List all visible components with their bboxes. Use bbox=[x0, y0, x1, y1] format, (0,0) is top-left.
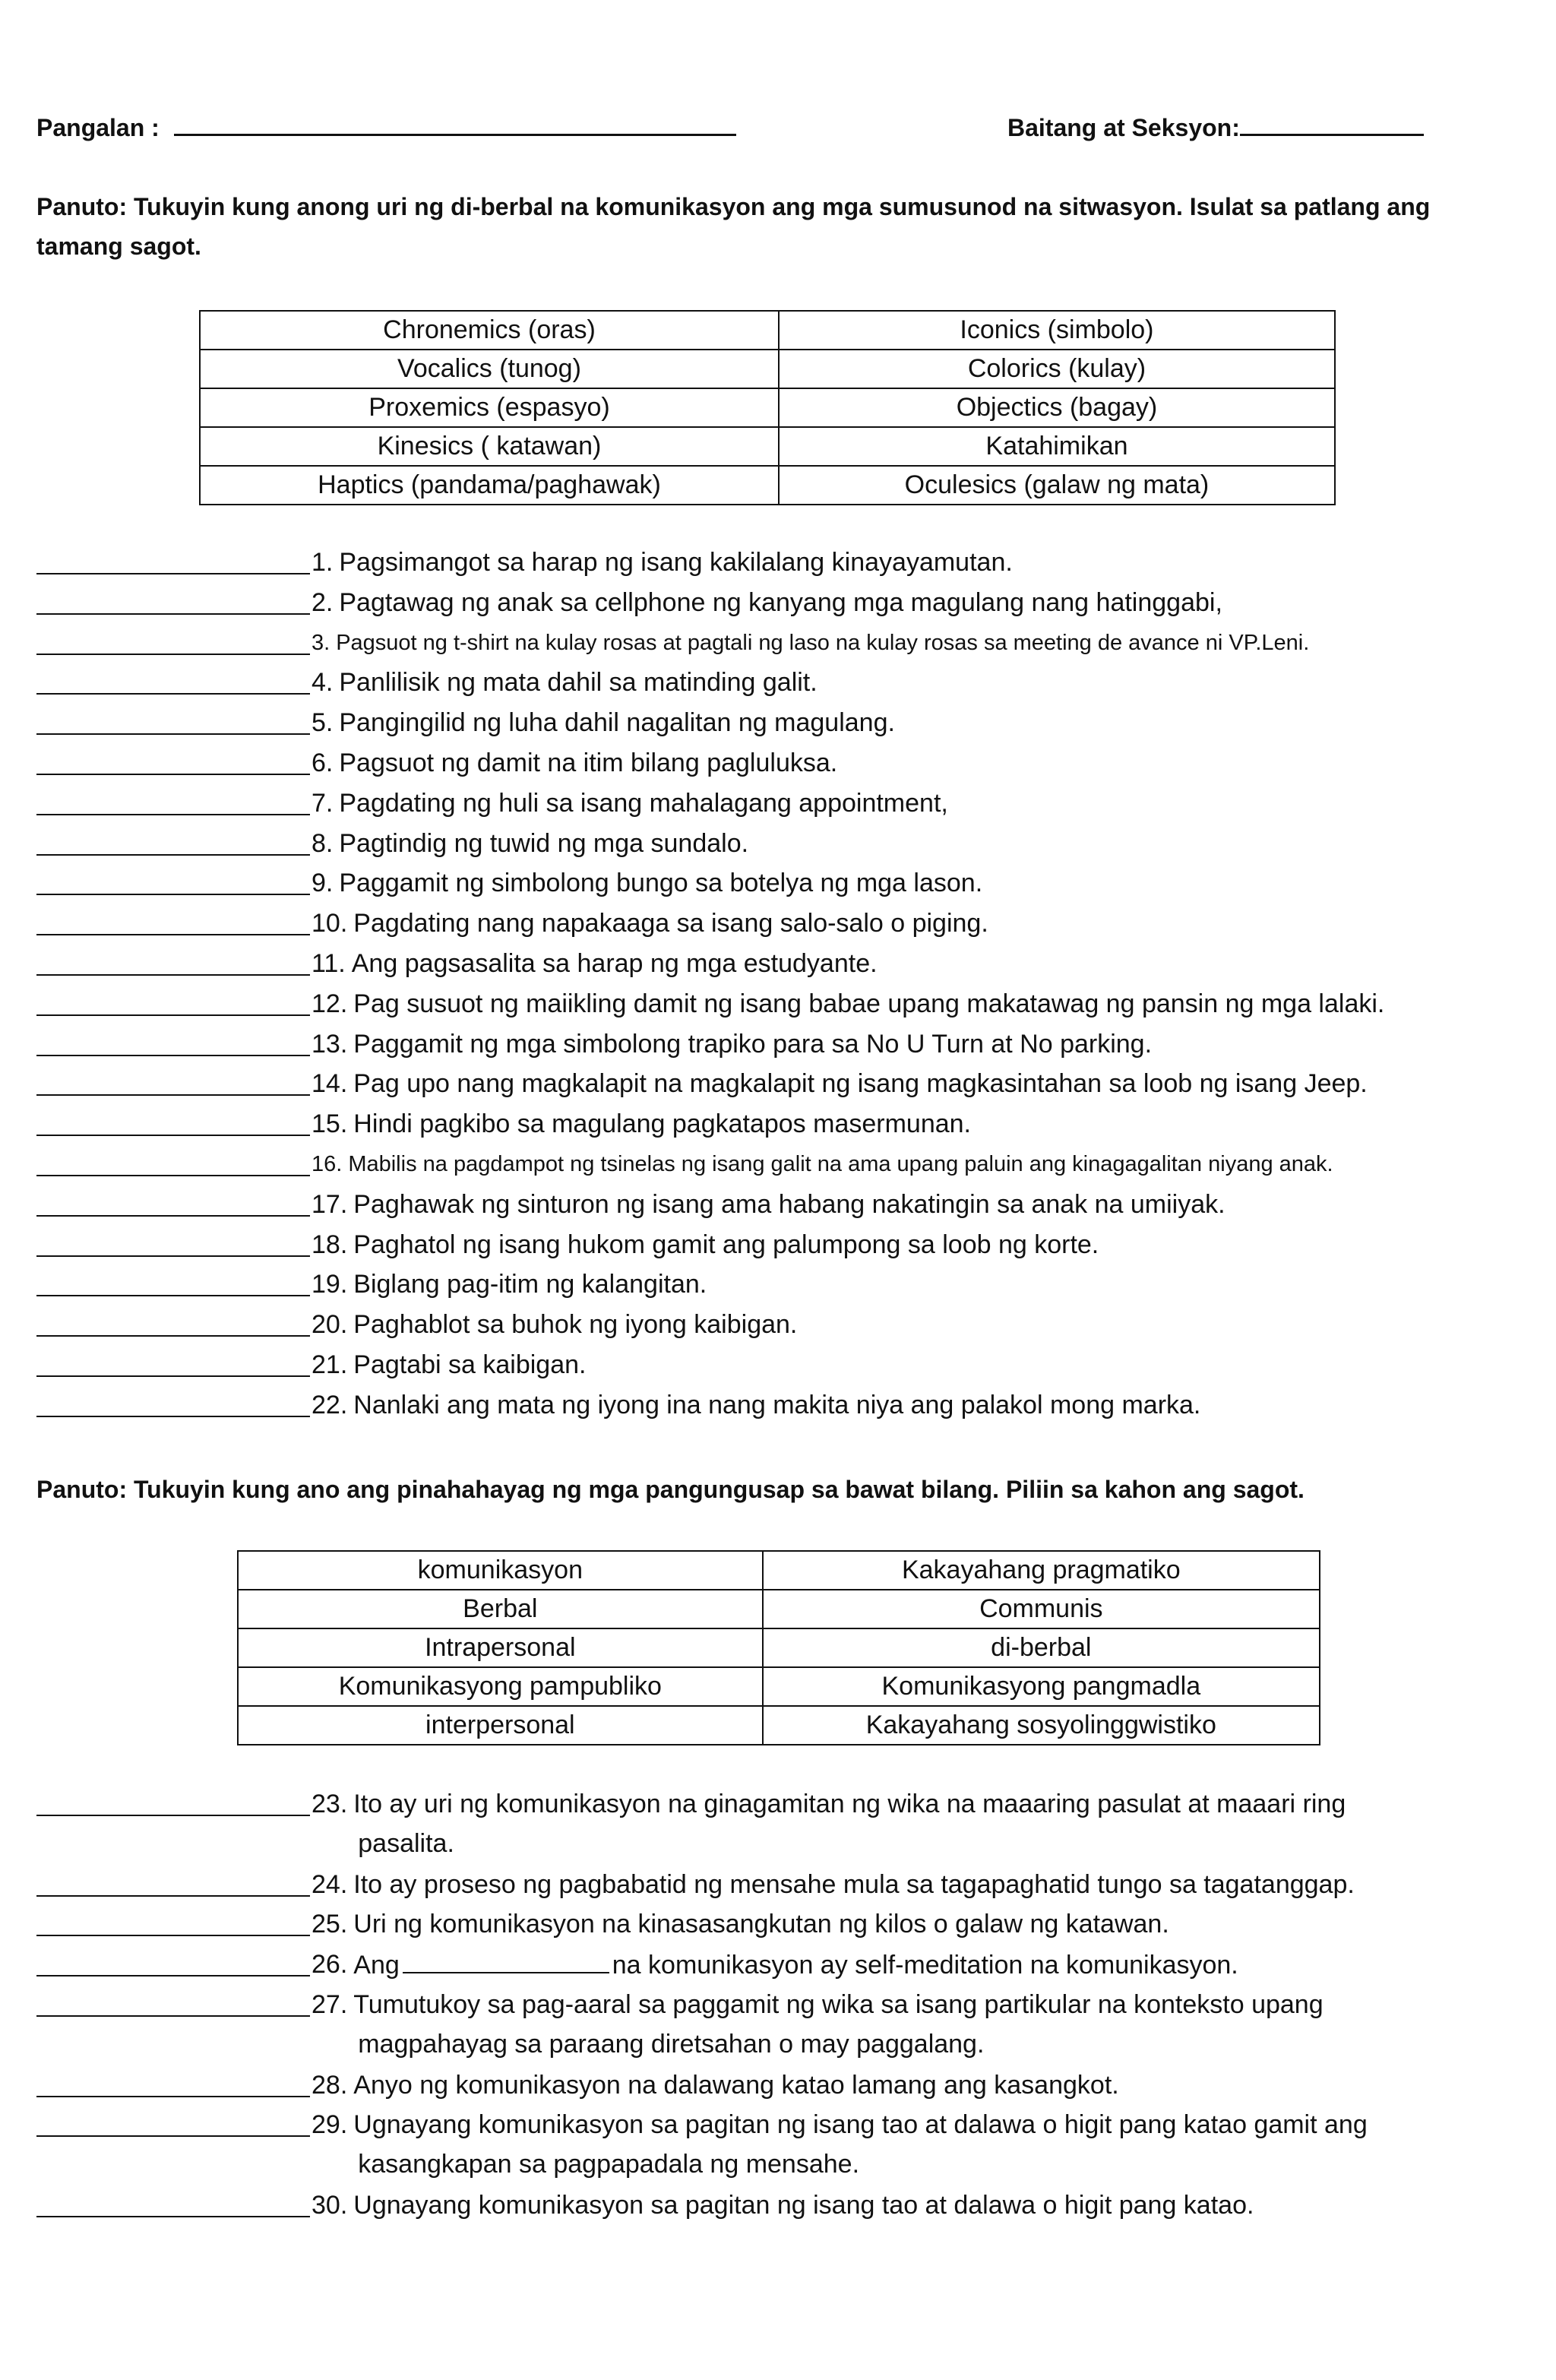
question-text: Tumutukoy sa pag-aaral sa paggamit ng wika sa isang partikular na konteksto upang bbox=[353, 1989, 1324, 2019]
question-item bbox=[36, 1064, 1526, 1104]
answer-blank[interactable] bbox=[36, 1865, 310, 1897]
answer-blank[interactable] bbox=[36, 623, 310, 655]
question-number: 9. bbox=[312, 869, 334, 898]
answer-blank[interactable] bbox=[36, 1985, 310, 2017]
answer-blank[interactable] bbox=[36, 1064, 310, 1096]
question-text: Pagtawag ng anak sa cellphone ng kanyang mga magulang nang hatinggabi, bbox=[339, 587, 1222, 617]
question-item bbox=[36, 543, 1526, 583]
question-number: 4. bbox=[312, 668, 334, 698]
question-text-wrap bbox=[353, 1185, 1225, 1224]
question-number: 19. bbox=[312, 1270, 348, 1299]
grade-section-field bbox=[1007, 111, 1424, 142]
question-item bbox=[36, 1104, 1526, 1144]
answer-blank[interactable] bbox=[36, 1024, 310, 1056]
question-text-wrap bbox=[353, 904, 988, 943]
question-number: 28. bbox=[312, 2070, 348, 2100]
choice-cell: Objectics (bagay) bbox=[779, 388, 1335, 427]
question-item bbox=[36, 1904, 1526, 1945]
question-number: 5. bbox=[312, 708, 334, 738]
question-number: 13. bbox=[312, 1029, 348, 1059]
question-item bbox=[36, 1865, 1526, 1905]
question-number: 1. bbox=[312, 548, 334, 577]
answer-blank[interactable] bbox=[36, 1305, 310, 1337]
question-text: Paghawak ng sinturon ng isang ama habang nakatingin sa anak na umiiyak. bbox=[353, 1189, 1226, 1219]
question-text: Pag susuot ng maiikling damit ng isang babae upang makatawag ng pansin ng mga lalaki. bbox=[353, 989, 1385, 1018]
choice-cell: Kinesics ( katawan) bbox=[200, 427, 779, 466]
question-item bbox=[36, 1985, 1526, 2065]
question-item bbox=[36, 1264, 1526, 1305]
question-item bbox=[36, 1305, 1526, 1345]
part2-choices-table bbox=[237, 1550, 1320, 1745]
choice-cell: Communis bbox=[763, 1590, 1320, 1628]
question-text-after: na komunikasyon ay self-meditation na komunikasyon. bbox=[612, 1951, 1238, 1980]
part2-instruction: Panuto: Tukuyin kung ano ang pinahahayag ng mga pangungusap sa bawat bilang. Piliin sa kahon ang sagot. bbox=[36, 1476, 1305, 1503]
question-text: Ito ay uri ng komunikasyon na ginagamitan ng wika na maaaring pasulat at maaari ring bbox=[353, 1790, 1346, 1818]
choices-row bbox=[200, 427, 1335, 466]
question-text-wrap bbox=[348, 1144, 1333, 1184]
choice-cell: di-berbal bbox=[763, 1628, 1320, 1667]
question-item bbox=[36, 1784, 1526, 1865]
choices-row bbox=[238, 1628, 1320, 1667]
question-text-wrap bbox=[353, 1945, 1238, 1985]
question-item bbox=[36, 1225, 1526, 1265]
question-item bbox=[36, 1945, 1526, 1985]
question-text: Pagtindig ng tuwid ng mga sundalo. bbox=[339, 828, 749, 858]
name-blank[interactable] bbox=[174, 111, 736, 136]
answer-blank[interactable] bbox=[36, 543, 310, 574]
question-text: Paggamit ng simbolong bungo sa botelya ng mga lason. bbox=[339, 869, 983, 898]
question-number: 6. bbox=[312, 748, 334, 777]
question-text-wrap bbox=[353, 1024, 1152, 1064]
question-text-wrap bbox=[339, 583, 1222, 622]
question-text: Nanlaki ang mata ng iyong ina nang makita niya ang palakol mong marka. bbox=[353, 1390, 1201, 1419]
answer-blank[interactable] bbox=[36, 783, 310, 815]
part1-choices-table bbox=[199, 310, 1336, 505]
question-text: Panlilisik ng mata dahil sa matinding galit. bbox=[339, 668, 818, 698]
question-number: 27. bbox=[312, 1989, 348, 2019]
question-item bbox=[36, 623, 1526, 663]
choice-cell: interpersonal bbox=[238, 1706, 763, 1745]
question-text: Ugnayang komunikasyon sa pagitan ng isang tao at dalawa o higit pang katao. bbox=[353, 2190, 1254, 2220]
answer-blank[interactable] bbox=[36, 1904, 310, 1936]
answer-blank[interactable] bbox=[36, 2185, 310, 2217]
question-text: Pag upo nang magkalapit na magkalapit ng isang magkasintahan sa loob ng isang Jeep. bbox=[353, 1069, 1368, 1099]
question-text: Pagsuot ng damit na itim bilang pagluluksa. bbox=[339, 748, 838, 777]
choices-row bbox=[200, 311, 1335, 350]
part2-items bbox=[36, 1784, 1526, 2226]
question-text: Ang pagsasalita sa harap ng mga estudyante. bbox=[351, 948, 878, 978]
answer-blank[interactable] bbox=[36, 1264, 310, 1296]
name-field bbox=[36, 111, 736, 142]
choice-cell: Colorics (kulay) bbox=[779, 350, 1335, 388]
question-item bbox=[36, 1185, 1526, 1225]
question-text-wrap bbox=[339, 863, 982, 903]
question-text-continued: magpahayag sa paraang diretsahan o may paggalang. bbox=[358, 2029, 985, 2059]
part1-instruction: Panuto: Tukuyin kung anong uri ng di-berbal na komunikasyon ang mga sumusunod na sitwasyon. Isulat sa patlang ang tamang sagot. bbox=[36, 193, 1431, 260]
choice-cell: Oculesics (galaw ng mata) bbox=[779, 466, 1335, 505]
question-text: Pagsuot ng t-shirt na kulay rosas at pagtali ng laso na kulay rosas sa meeting de avance ni VP.Leni. bbox=[336, 630, 1310, 655]
question-text-wrap bbox=[353, 1385, 1200, 1425]
question-number: 8. bbox=[312, 828, 334, 858]
question-number: 17. bbox=[312, 1189, 348, 1219]
choices-row bbox=[238, 1706, 1320, 1745]
answer-blank[interactable] bbox=[36, 1225, 310, 1257]
choices-row bbox=[238, 1551, 1320, 1590]
question-text-wrap bbox=[336, 623, 1309, 663]
question-text: Pagdating ng huli sa isang mahalagang appointment, bbox=[339, 788, 948, 818]
question-text: Hindi pagkibo sa magulang pagkatapos masermunan. bbox=[353, 1109, 971, 1139]
part1-items bbox=[36, 543, 1526, 1426]
question-item bbox=[36, 2065, 1526, 2106]
question-number: 15. bbox=[312, 1109, 348, 1139]
answer-blank[interactable] bbox=[36, 743, 310, 775]
question-item bbox=[36, 904, 1526, 944]
question-number: 24. bbox=[312, 1869, 348, 1899]
question-item bbox=[36, 663, 1526, 703]
choices-row bbox=[238, 1590, 1320, 1628]
inline-answer-blank[interactable] bbox=[403, 1945, 609, 1973]
question-text: Ito ay proseso ng pagbabatid ng mensahe mula sa tagapaghatid tungo sa tagatanggap. bbox=[353, 1869, 1355, 1899]
question-number: 25. bbox=[312, 1910, 348, 1939]
answer-blank[interactable] bbox=[36, 1185, 310, 1217]
question-text-wrap bbox=[353, 1305, 797, 1344]
question-text-wrap bbox=[339, 743, 837, 783]
choice-cell: Iconics (simbolo) bbox=[779, 311, 1335, 350]
question-text: Biglang pag-itim ng kalangitan. bbox=[353, 1270, 707, 1299]
question-text-wrap bbox=[353, 1264, 707, 1304]
answer-blank[interactable] bbox=[36, 1144, 310, 1176]
question-text: Mabilis na pagdampot ng tsinelas ng isang galit na ama upang paluin ang kinagagalitan niyang anak. bbox=[348, 1151, 1333, 1176]
answer-blank[interactable] bbox=[36, 824, 310, 856]
question-text: Ugnayang komunikasyon sa pagitan ng isang tao at dalawa o higit pang katao gamit ang bbox=[353, 2110, 1368, 2140]
question-item bbox=[36, 1144, 1526, 1185]
question-text: Paghatol ng isang hukom gamit ang palumpong sa loob ng korte. bbox=[353, 1230, 1099, 1259]
question-number: 23. bbox=[312, 1790, 348, 1818]
question-item bbox=[36, 2185, 1526, 2226]
question-text: Pagtabi sa kaibigan. bbox=[353, 1350, 587, 1379]
answer-blank[interactable] bbox=[36, 2065, 310, 2097]
question-item bbox=[36, 1024, 1526, 1065]
question-number: 12. bbox=[312, 989, 348, 1018]
answer-blank[interactable] bbox=[36, 863, 310, 895]
answer-blank[interactable] bbox=[36, 944, 310, 976]
question-text-wrap bbox=[339, 783, 947, 823]
question-number: 20. bbox=[312, 1310, 348, 1340]
question-text-wrap bbox=[353, 1985, 1478, 2064]
question-item bbox=[36, 703, 1526, 743]
question-text: Ang bbox=[353, 1951, 400, 1980]
choice-cell: Intrapersonal bbox=[238, 1628, 763, 1667]
question-text-wrap bbox=[339, 703, 895, 742]
question-text-wrap bbox=[339, 663, 817, 702]
question-item bbox=[36, 583, 1526, 623]
choice-cell: Komunikasyong pampubliko bbox=[238, 1667, 763, 1706]
question-text-continued: kasangkapan sa pagpapadala ng mensahe. bbox=[358, 2150, 860, 2179]
question-item bbox=[36, 783, 1526, 824]
question-text-continued: pasalita. bbox=[358, 1829, 454, 1858]
question-text: Paghablot sa buhok ng iyong kaibigan. bbox=[353, 1310, 798, 1340]
question-text-wrap bbox=[353, 1904, 1169, 1944]
question-text-wrap bbox=[339, 543, 1012, 582]
question-text-wrap bbox=[352, 944, 878, 983]
choice-cell: Proxemics (espasyo) bbox=[200, 388, 779, 427]
question-text-wrap bbox=[353, 1865, 1355, 1904]
question-number: 2. bbox=[312, 587, 334, 617]
question-number: 18. bbox=[312, 1230, 348, 1259]
question-number: 16. bbox=[312, 1151, 343, 1176]
question-item bbox=[36, 1385, 1526, 1426]
answer-blank[interactable] bbox=[36, 1104, 310, 1136]
question-text-wrap bbox=[353, 1225, 1099, 1264]
name-label: Pangalan : bbox=[36, 114, 160, 141]
question-text-wrap bbox=[353, 984, 1384, 1024]
choice-cell: Komunikasyong pangmadla bbox=[763, 1667, 1320, 1706]
question-number: 30. bbox=[312, 2190, 348, 2220]
grade-section-label: Baitang at Seksyon: bbox=[1007, 114, 1240, 141]
answer-blank[interactable] bbox=[36, 2105, 310, 2137]
question-number: 21. bbox=[312, 1350, 348, 1379]
question-number: 14. bbox=[312, 1069, 348, 1099]
question-text-wrap bbox=[339, 824, 748, 863]
question-text-wrap bbox=[353, 1345, 586, 1385]
question-text: Pagsimangot sa harap ng isang kakilalang kinayayamutan. bbox=[339, 548, 1013, 577]
question-item bbox=[36, 2105, 1526, 2185]
choices-row bbox=[200, 388, 1335, 427]
question-number: 7. bbox=[312, 788, 334, 818]
answer-blank[interactable] bbox=[36, 703, 310, 735]
choices-row bbox=[238, 1667, 1320, 1706]
question-text-wrap bbox=[353, 1104, 971, 1144]
question-item bbox=[36, 743, 1526, 783]
question-item bbox=[36, 824, 1526, 864]
question-number: 29. bbox=[312, 2110, 348, 2140]
answer-blank[interactable] bbox=[36, 904, 310, 935]
question-text: Uri ng komunikasyon na kinasasangkutan ng kilos o galaw ng katawan. bbox=[353, 1910, 1169, 1939]
answer-blank[interactable] bbox=[36, 663, 310, 695]
answer-blank[interactable] bbox=[36, 984, 310, 1016]
choices-row bbox=[200, 466, 1335, 505]
question-item bbox=[36, 1345, 1526, 1385]
choice-cell: komunikasyon bbox=[238, 1551, 763, 1590]
question-text-wrap bbox=[353, 1064, 1367, 1103]
choice-cell: Kakayahang sosyolinggwistiko bbox=[763, 1706, 1320, 1745]
answer-blank[interactable] bbox=[36, 1945, 310, 1976]
question-item bbox=[36, 863, 1526, 904]
question-number: 3. bbox=[312, 630, 330, 655]
question-text-wrap bbox=[353, 1784, 1478, 1863]
question-number: 11. bbox=[312, 948, 346, 978]
choice-cell: Katahimikan bbox=[779, 427, 1335, 466]
choices-row bbox=[200, 350, 1335, 388]
question-text: Paggamit ng mga simbolong trapiko para sa No U Turn at No parking. bbox=[353, 1029, 1153, 1059]
choice-cell: Chronemics (oras) bbox=[200, 311, 779, 350]
answer-blank[interactable] bbox=[36, 1345, 310, 1377]
question-text: Pangingilid ng luha dahil nagalitan ng magulang. bbox=[339, 708, 895, 738]
question-text-wrap bbox=[353, 2185, 1254, 2225]
answer-blank[interactable] bbox=[36, 583, 310, 615]
question-item bbox=[36, 984, 1526, 1024]
question-number: 26. bbox=[312, 1950, 348, 1980]
question-item bbox=[36, 944, 1526, 984]
choice-cell: Haptics (pandama/paghawak) bbox=[200, 466, 779, 505]
question-number: 10. bbox=[312, 909, 348, 938]
question-text: Anyo ng komunikasyon na dalawang katao lamang ang kasangkot. bbox=[353, 2070, 1119, 2100]
question-text: Pagdating nang napakaaga sa isang salo-salo o piging. bbox=[353, 909, 988, 938]
question-text-wrap bbox=[353, 2105, 1478, 2184]
answer-blank[interactable] bbox=[36, 1385, 310, 1417]
question-number: 22. bbox=[312, 1390, 348, 1419]
choice-cell: Vocalics (tunog) bbox=[200, 350, 779, 388]
answer-blank[interactable] bbox=[36, 1784, 310, 1816]
question-text-wrap bbox=[353, 2065, 1118, 2105]
grade-section-blank[interactable] bbox=[1240, 111, 1424, 136]
choice-cell: Berbal bbox=[238, 1590, 763, 1628]
choice-cell: Kakayahang pragmatiko bbox=[763, 1551, 1320, 1590]
